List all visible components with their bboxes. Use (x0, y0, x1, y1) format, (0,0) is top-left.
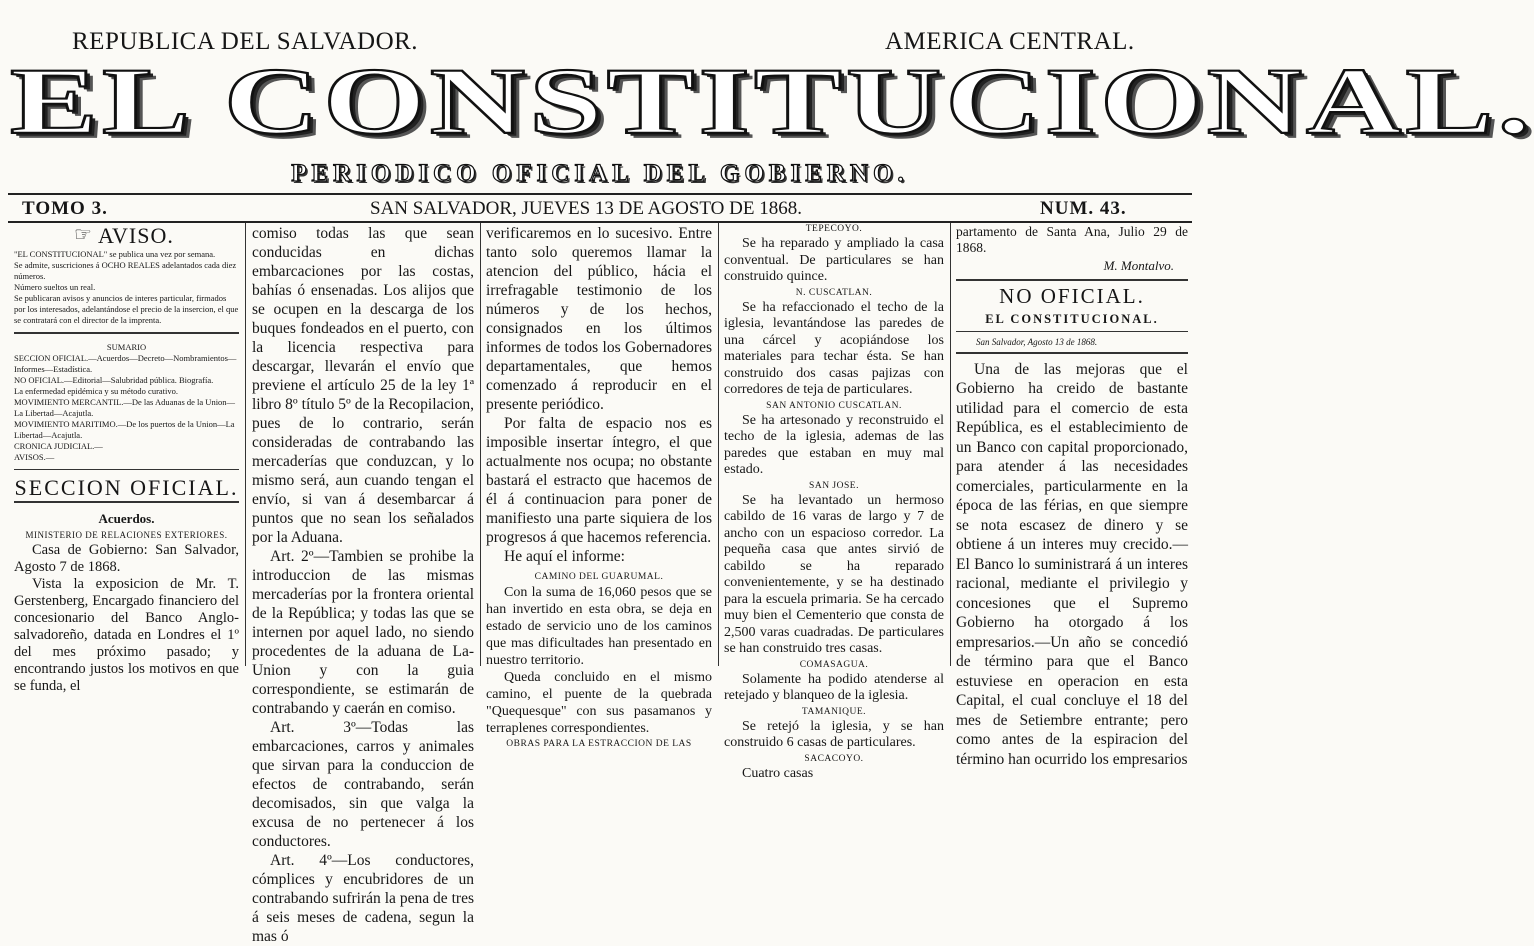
pointing-hand-icon: ☞ (74, 224, 92, 246)
sumario-line: La enfermedad epidémica y su método curativo. (14, 385, 179, 396)
header-america: AMERICA CENTRAL. (885, 28, 1135, 55)
acuerdos-heading: Acuerdos. (98, 510, 155, 526)
casa-gobierno: Casa de Gobierno: San Salvador, Agosto 7 de 1868. (14, 541, 239, 575)
paragraph: Art. 3º—Todas las embarcaciones, carros y animales que sirvan para la conduccion de efectos de contrabando, serán decomisados, sin que valga la excusa de no pertenecer á los conductores. (252, 719, 474, 850)
editorial-body: Una de las mejoras que el Gobierno ha creido de bastante utilidad para el comercio de esta República, es el establecimiento de un Banco con capital proporcionado, para atender á las necesidades comerciales, particularmente en la época de las férias, en que siempre se nota escasez de dinero y se obtiene á un interes muy crecido.—El Banco lo suministrará á un interes racional, mediante el privilegio y concesiones que el Supremo Gobierno ha otorgado á los empresarios.—Un año se concedió de término para que el Banco estuviese en operacion en esta Capital, el cual concluye el 18 del mes de Setiembre entrante; pero como antes de la espiracion del término han ocurrido los empresarios (956, 360, 1188, 768)
column-divider (245, 223, 246, 666)
subheading: TEPECOYO. (805, 224, 863, 234)
divider (14, 501, 239, 503)
subheading: N. CUSCATLAN. (795, 287, 873, 298)
signature: M. Montalvo. (1103, 258, 1174, 273)
paragraph: Con la suma de 16,060 pesos que se han invertido en esta obra, se deja en estado de servicio uno de los caminos que mas dificultades han presentado en nuestro territorio. (486, 585, 712, 668)
divider (956, 352, 1188, 354)
newspaper-subtitle: PERIODICO OFICIAL DEL GOBIERNO. (291, 160, 909, 187)
column-1 (14, 223, 239, 694)
divider (14, 469, 239, 471)
divider (14, 332, 239, 334)
paragraph: He aquí el informe: (504, 548, 625, 565)
section-title: SECCION OFICIAL. (14, 475, 239, 500)
dateline-small: San Salvador, Agosto 13 de 1868. (976, 337, 1098, 347)
column-2 (252, 224, 474, 945)
paragraph: Se ha reparado y ampliado la casa conventual. De particulares se han construido quince. (724, 236, 944, 284)
column-divider (950, 223, 951, 666)
subheading: SAN ANTONIO CUSCATLAN. (766, 400, 902, 411)
paragraph: Queda concluido en el mismo camino, el puente de la quebrada "Quequesque" con sus pasamanos y terraplenes correspondientes. (486, 670, 712, 736)
aviso-line: Se admite, suscriciones á OCHO REALES adelantados cada diez números. (14, 260, 237, 281)
column-1-body: Vista la exposicion de Mr. T. Gerstenberg, Encargado financiero del concesionario del Banco Anglo-salvadoreño, datada en Londres el 1º del mes próximo pasado; y encontrando justos los motivos en que se funda, el (14, 575, 239, 694)
aviso-line: Número sueltos un real. (14, 282, 96, 292)
aviso-line: Se publicaran avisos y anuncios de interes particular, firmados por los interesados, adelantándose el precio de la insercion, el que se contratará con el director de la imprenta. (14, 293, 239, 325)
sumario-line: SECCION OFICIAL.—Acuerdos—Decreto—Nombramientos—Informes—Estadística. (14, 352, 237, 374)
ministerio-heading: MINISTERIO DE RELACIONES EXTERIORES. (25, 529, 228, 540)
column-divider (718, 223, 719, 666)
column-divider (480, 223, 481, 666)
paragraph: Solamente ha podido atenderse al retejado y blanqueo de la iglesia. (724, 671, 944, 703)
sumario-line: AVISOS.— (14, 451, 55, 462)
letter-closing: partamento de Santa Ana, Julio 29 de 1868. (956, 224, 1188, 255)
dateline: SAN SALVADOR, JUEVES 13 DE AGOSTO DE 1868. (370, 198, 802, 219)
column-3 (486, 224, 712, 749)
paragraph: Se ha refaccionado el techo de la iglesia, levantándose las paredes de una cárcel y acopiándose los materiales para techar ésta. Se han construido dos casas pajizas con corredores de teja de particulares. (724, 299, 944, 397)
subheading: SAN JOSE. (809, 480, 859, 491)
issue-number: NUM. 43. (1040, 198, 1127, 219)
masthead-small: EL CONSTITUCIONAL. (985, 311, 1159, 326)
subheading: COMASAGUA. (799, 659, 869, 670)
column-4 (724, 222, 944, 781)
column-5 (956, 224, 1188, 768)
subheading: OBRAS PARA LA ESTRACCION DE LAS (506, 739, 692, 749)
subheading: TAMANIQUE. (801, 706, 867, 717)
aviso-title: AVISO. (97, 223, 174, 248)
paragraph: Art. 4º—Los conductores, cómplices y encubridores de un contrabando sufrirán la pena de tres á seis meses de cadena, segun la mas ó (252, 852, 474, 945)
paragraph: Se ha artesonado y reconstruido el techo de la iglesia, ademas de las paredes que estaban en muy mal estado. (724, 412, 944, 477)
paragraph: verificaremos en lo sucesivo. Entre tanto solo queremos llamar la atencion del público, hácia el irrefragable testimonio de los números y de los hechos, consignados en los últimos informes de todos los Gobernadores departamentales, que hemos comenzado á reproducir en el presente periódico. (486, 225, 712, 413)
aviso-line: "EL CONSTITUCIONAL" se publica una vez por semana. (14, 249, 216, 259)
sumario-line: MOVIMIENTO MERCANTIL.—De las Aduanas de la Union—La Libertad—Acajutla. (14, 396, 236, 418)
tomo-label: TOMO 3. (22, 198, 108, 219)
paragraph: Art. 2º—Tambien se prohibe la introduccion de las mismas mercaderías por la frontera oriental de la República; y todas las que se internen por aquel lado, no siendo procedentes de la aduana de La-Union y con la guia correspondiente, se estimarán de contrabando y caerán en comiso. (252, 548, 474, 717)
sumario-title: SUMARIO (106, 341, 147, 352)
paragraph: Por falta de espacio nos es imposible insertar íntegro, el que actualmente nos ocupa; no obstante bastará el estracto que hacemos de él á continuacion para poner de manifiesto una parte siquiera de los progresos á que hacemos referencia. (486, 415, 712, 546)
sumario-line: MOVIMIENTO MARITIMO.—De los puertos de la Union—La Libertad—Acajutla. (14, 418, 235, 440)
dateline-rule (8, 221, 1192, 223)
header-republica: REPUBLICA DEL SALVADOR. (72, 28, 419, 55)
subheading: SACACOYO. (804, 753, 864, 764)
top-rule (8, 193, 1192, 195)
paragraph: Se ha levantado un hermoso cabildo de 16 varas de largo y 7 de ancho con un espacioso corredor. La pequeña casa que antes sirvió de cabildo se ha reparado convenientemente, y se ha destinado para la escuela primaria. Se ha cercado muy bien el Cementerio que consta de 2,500 varas cuadradas. De particulares se han construido tres casas. (724, 492, 944, 656)
paragraph: Cuatro casas (742, 765, 814, 781)
sumario-line: NO OFICIAL.—Editorial—Salubridad pública. Biografía. (14, 374, 214, 385)
sumario-line: CRONICA JUDICIAL.— (14, 440, 103, 451)
section-title: NO OFICIAL. (999, 283, 1145, 308)
newspaper-title: EL CONSTITUCIONAL. (10, 47, 1534, 154)
paragraph: comiso todas las que sean conducidas en dichas embarcaciones por las costas, bahías ó ensenadas. Los alijos que se ocupen en la descarga de los buques fondeados en el puerto, con la licencia respectiva para descargar, llevarán el envío que previene el artículo 25 de la ley 1ª libro 8º título 5º de la Recopilacion, pues de lo contrario, serán consideradas de contrabando las mercaderías que conduzcan, y lo mismo será, aun cuando tengan el envío, si van á desembarcar á puntos que no sean los señalados por la Aduana. (252, 225, 474, 546)
subheading: CAMINO DEL GUARUMAL. (534, 572, 664, 582)
divider (956, 331, 1188, 333)
paragraph: Se retejó la iglesia, y se han construido 6 casas de particulares. (724, 718, 944, 750)
divider (956, 279, 1188, 281)
